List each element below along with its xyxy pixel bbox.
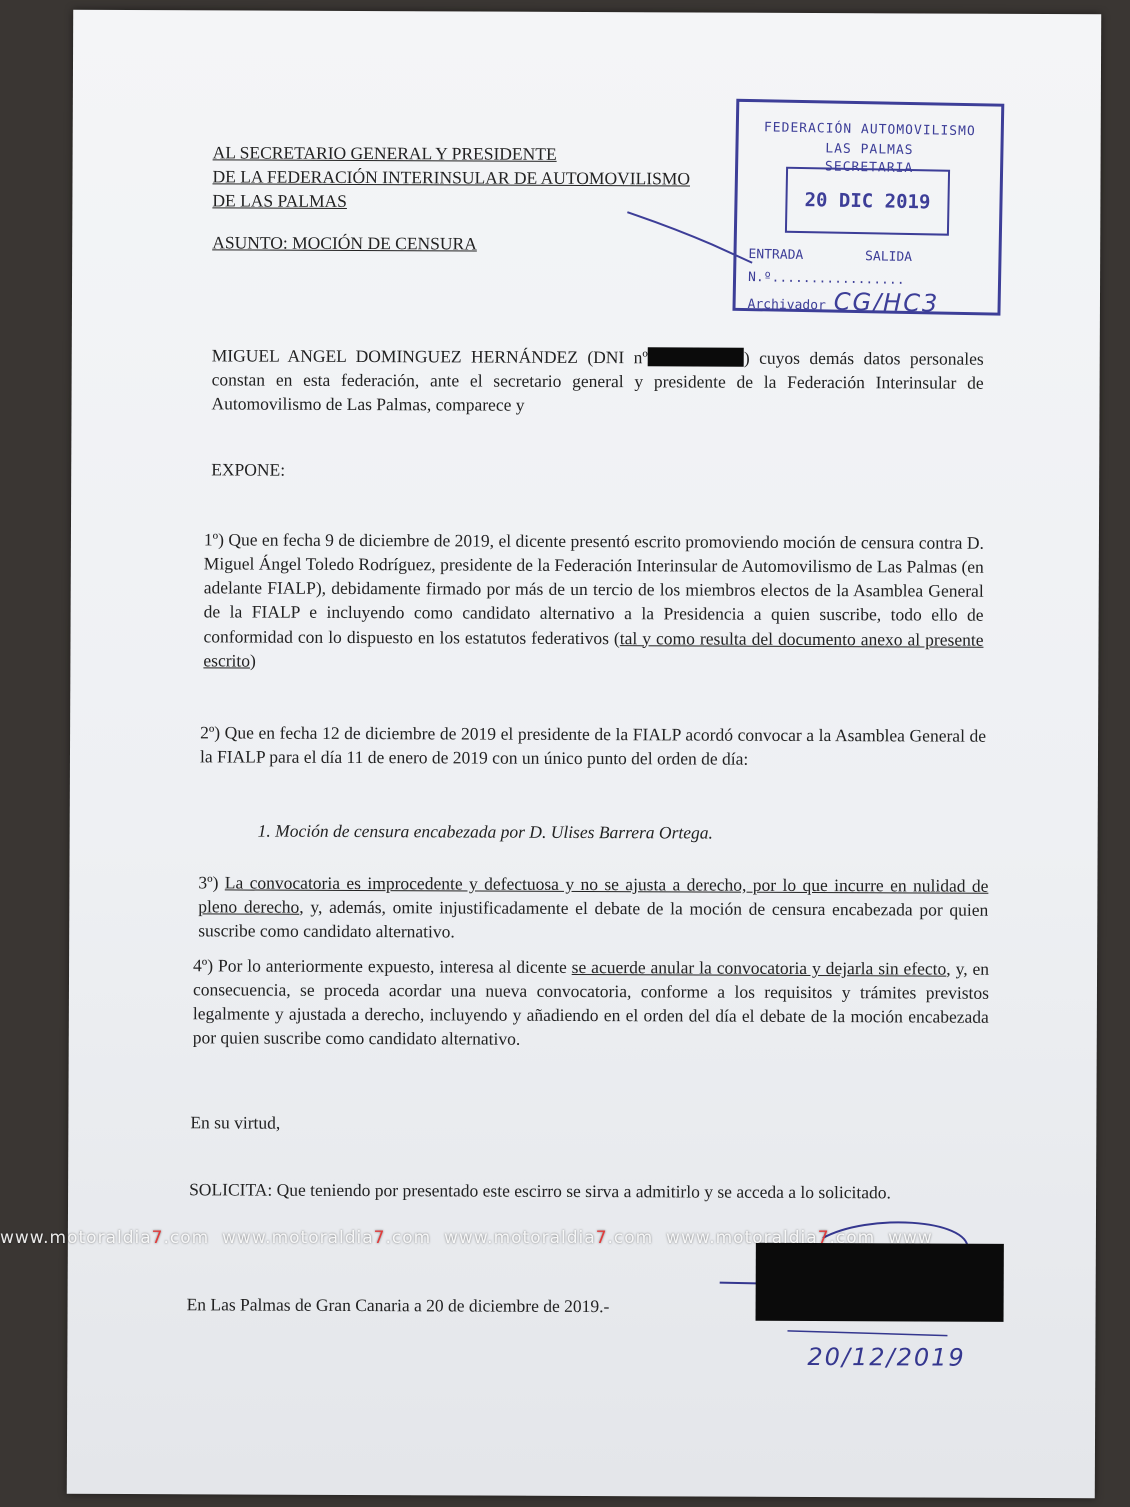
wm-pre-3: www.motoraldia <box>444 1228 596 1248</box>
signature-redaction <box>756 1243 1004 1322</box>
document-page <box>67 10 1101 1498</box>
wm-post-4: .com <box>829 1228 882 1248</box>
agenda-item: 1. Moción de censura encabezada por D. Ulises Barrera Ortega. <box>257 820 713 843</box>
wm-seven-3: 7 <box>595 1228 608 1248</box>
point-1 <box>203 527 984 675</box>
wm-seven-2: 7 <box>373 1228 386 1248</box>
heading-line-2: DE LA FEDERACIÓN INTERINSULAR DE AUTOMOVILISMO <box>212 166 691 189</box>
point-4-tail: , y, en consecuencia, se proceda acordar una nueva convocatoria, conforme a los requisitos y trámites previstos legalmente y ajustada a derecho, incluyendo y añadiendo en el orden del día el debate de la moción encabezada por quien suscribe como candidato alternativo. <box>192 958 990 1050</box>
stamp-salida: SALIDA <box>864 249 913 266</box>
expone-heading: EXPONE: <box>211 459 286 480</box>
virtud-line: En su virtud, <box>190 1112 281 1133</box>
stamp-entry-row <box>748 247 912 265</box>
wm-pre-4: www.motoraldia <box>666 1228 818 1248</box>
dni-redaction <box>648 347 744 366</box>
stamp-archive-row <box>747 286 939 318</box>
point-4 <box>193 953 989 1053</box>
wm-pre-2: www.motoraldia <box>222 1228 374 1248</box>
point-2: 2º) Que en fecha 12 de diciembre de 2019 el presidente de la FIALP acordó convocar a la Asamblea General de la FIALP para el día 11 de enero de 2019 con un único punto del orden de día: <box>199 722 987 769</box>
closing-place-date: En Las Palmas de Gran Canaria a 20 de diciembre de 2019.- <box>186 1294 610 1317</box>
stamp-numero: N.º <box>747 270 772 286</box>
stamp-handwritten-code: CG/HC3 <box>833 287 940 318</box>
point-4-prefix: 4º) Por lo anteriormente expuesto, interesa al dicente <box>193 955 572 977</box>
handwritten-date: 20/12/2019 <box>807 1342 966 1372</box>
point-3-tail: , y, además, omite injustificadamente el debate de la moción de censura encabezada por quien suscribe como candidato alternativo. <box>198 896 989 942</box>
solicita-paragraph: SOLICITA: Que teniendo por presentado este escirro se sirva a admitirlo y se acceda a lo solicitado. <box>189 1179 891 1203</box>
stamp-date: 20 DIC 2019 <box>785 167 950 236</box>
heading-line-1: AL SECRETARIO GENERAL Y PRESIDENTE <box>212 142 557 164</box>
wm-post-3: .com <box>607 1228 660 1248</box>
point-4-underlined: se acuerde anular la convocatoria y dejarla sin efecto <box>571 956 947 979</box>
intro-paragraph <box>211 343 983 419</box>
point-3-underlined: La convocatoria es improcedente y defectuosa y no se ajusta a derecho, por lo que incurre en nulidad de pleno derecho <box>198 872 989 917</box>
wm-seven-4: 7 <box>817 1228 830 1248</box>
intro-rest: ) cuyos demás datos personales constan en esta federación, ante el secretario general y presidente de la Federación Interinsular de Automovilismo de Las Palmas, comparece y <box>211 347 984 416</box>
stamp-archivador: Archivador <box>747 297 826 314</box>
point-3 <box>198 870 988 946</box>
watermark-strip <box>0 1228 1130 1250</box>
wm-post-2: .com <box>385 1228 438 1248</box>
point-1-underlined: tal y como resulta del documento anexo al presente escrito <box>203 627 984 671</box>
stamp-line-2: LAS PALMAS <box>825 141 914 159</box>
heading-line-3: DE LAS PALMAS <box>212 190 347 212</box>
registry-stamp <box>732 99 1004 316</box>
addressee-heading <box>212 140 812 215</box>
stamp-entrada: ENTRADA <box>748 247 804 264</box>
stamp-line-3: SECRETARIA <box>824 159 914 177</box>
subject-line: ASUNTO: MOCIÓN DE CENSURA <box>212 232 477 254</box>
wm-post-1: .com <box>163 1228 216 1248</box>
stamp-line-1: FEDERACIÓN AUTOMOVILISMO <box>763 120 976 140</box>
point-1-tail: ) <box>250 650 256 671</box>
point-1-text: 1º) Que en fecha 9 de diciembre de 2019, el dicente presentó escrito promoviendo moción de censura contra D. Miguel Ángel Toledo Rodríguez, presidente de la Federación Interinsular de Automovilismo de Las Palmas (en adelante FIALP), debidamente firmado por más de un tercio de los miembros electos de la Asamblea General de la FIALP e incluyendo como candidato alternativo a la Presidencia a quien suscribe, todo ello de conformidad con lo dispuesto en los estatutos federativos ( <box>203 529 984 648</box>
point-3-prefix: 3º) <box>198 872 225 893</box>
wm-tail: www <box>888 1228 933 1248</box>
stamp-number-row: N.º................. <box>747 270 905 288</box>
wm-pre-1: www.motoraldia <box>0 1228 152 1248</box>
intro-name: MIGUEL ANGEL DOMINGUEZ HERNÁNDEZ (DNI nº <box>211 345 648 368</box>
wm-seven-1: 7 <box>151 1228 164 1248</box>
